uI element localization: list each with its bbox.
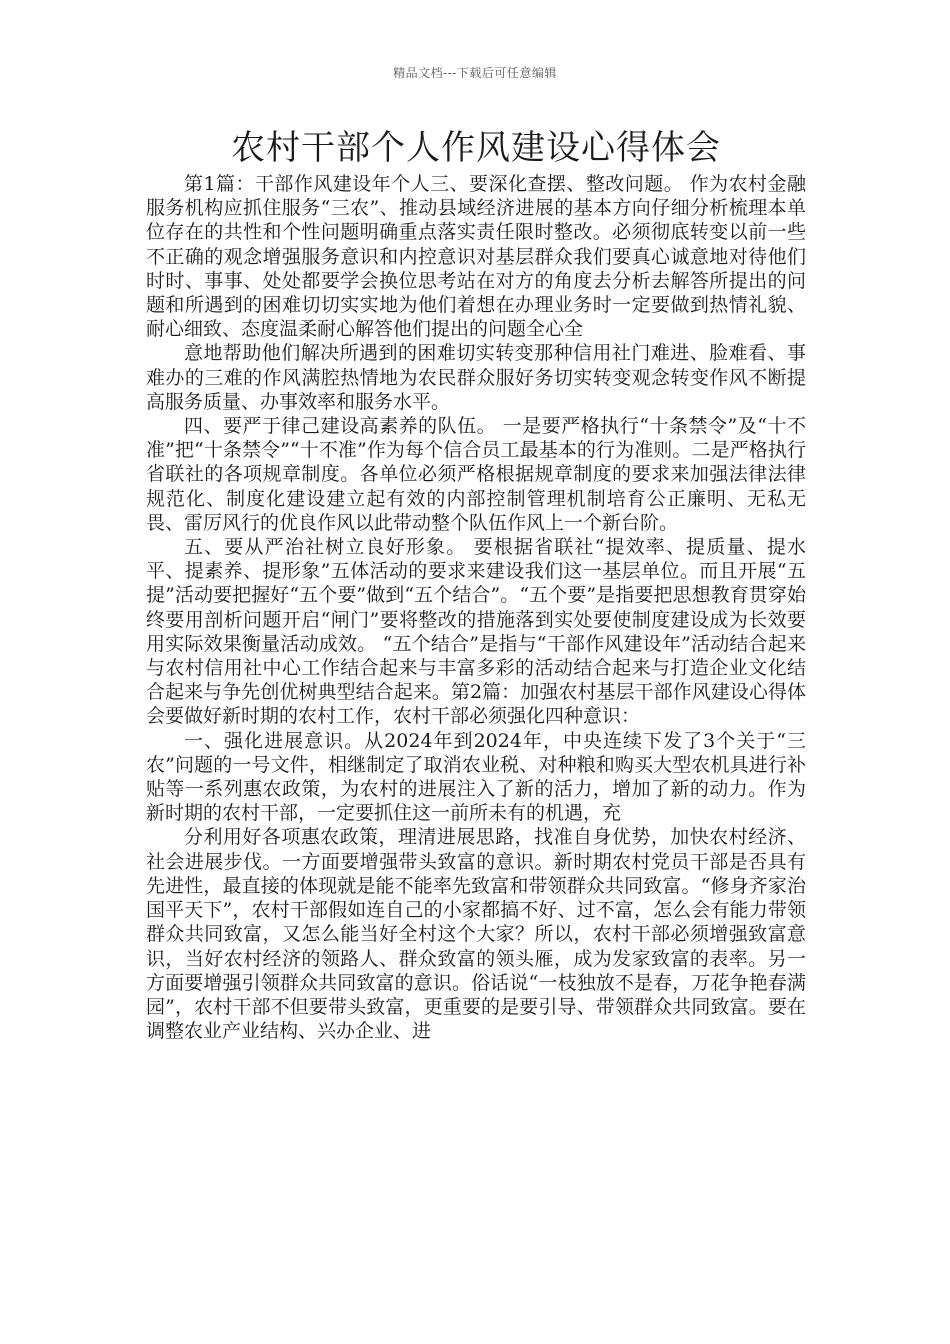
document-title: 农村干部个人作风建设心得体会 xyxy=(231,128,721,168)
paragraph: 五、要从严治社树立良好形象。 要根据省联社“提效率、提质量、提水平、提素养、提形象”五体活动的要求来建设我们这一基层单位。而且开展“五提”活动要把握好“五个要”做到“五个结合”。“五个要”是指要把思想教育贯穿始终要用剖析问题开启“闸门”要将整改的措施落到实处要使制度建设成为长效要用实际效果衡量活动成效。 “五个结合”是指与“干部作风建设年”活动结合起来与农村信用社中心工作结合起来与丰富多彩的活动结合起来与打造企业文化结合起来与争先创优树典型结合起来。第2篇：加强农村基层干部作风建设心得体会要做好新时期的农村工作，农村干部必须强化四种意识： xyxy=(146,536,806,728)
paragraph: 分利用好各项惠农政策，理清进展思路，找准自身优势，加快农村经济、社会进展步伐。一方面要增强带头致富的意识。新时期农村党员干部是否具有先进性，最直接的体现就是能不能率先致富和带领群众共同致富。“修身齐家治国平天下”，农村干部假如连自己的小家都搞不好、过不富，怎么会有能力带领群众共同致富，又怎么能当好全村这个大家？所以，农村干部必须增强致富意识，当好农村经济的领路人、群众致富的领头雁，成为发家致富的表率。另一方面要增强引领群众共同致富的意识。俗话说“一枝独放不是春，万花争艳春满园”，农村干部不但要带头致富，更重要的是要引导、带领群众共同致富。要在调整农业产业结构、兴办企业、进 xyxy=(146,826,806,1043)
paragraph: 四、要严于律己建设高素养的队伍。 一是要严格执行“十条禁令”及“十不准”把“十条禁令”“十不准”作为每个信合员工最基本的行为准则。二是严格执行省联社的各项规章制度。各单位必须严格根据规章制度的要求来加强法律法律规范化、制度化建设建立起有效的内部控制管理机制培育公正廉明、无私无畏、雷厉风行的优良作风以此带动整个队伍作风上一个新台阶。 xyxy=(146,415,806,534)
paragraph: 一、强化进展意识。从2024年到2024年，中央连续下发了3个关于“三农”问题的一号文件，相继制定了取消农业税、对种粮和购买大型农机具进行补贴等一系列惠农政策，为农村的进展注入了新的活力，增加了新的动力。作为新时期的农村干部，一定要抓住这一前所未有的机遇，充 xyxy=(146,729,806,825)
document-page xyxy=(146,124,806,1043)
header-note: 精品文档---下载后可任意编辑 xyxy=(393,66,557,80)
paragraph: 第1篇：干部作风建设年个人三、要深化查摆、整改问题。 作为农村金融服务机构应抓住服务“三农”、推动县域经济进展的基本方向仔细分析梳理本单位存在的共性和个性问题明确重点落实责任限时整改。必须彻底转变以前一些不正确的观念增强服务意识和内控意识对基层群众我们要真心诚意地对待他们时时、事事、处处都要学会换位思考站在对方的角度去分析去解答所提出的问题和所遇到的困难切切实实地为他们着想在办理业务时一定要做到热情礼貌、耐心细致、态度温柔耐心解答他们提出的问题全心全 xyxy=(146,173,806,341)
paragraph: 意地帮助他们解决所遇到的困难切实转变那种信用社门难进、脸难看、事难办的三难的作风满腔热情地为农民群众服好务切实转变观念转变作风不断提高服务质量、办事效率和服务水平。 xyxy=(146,342,806,413)
document-body xyxy=(146,172,806,1043)
